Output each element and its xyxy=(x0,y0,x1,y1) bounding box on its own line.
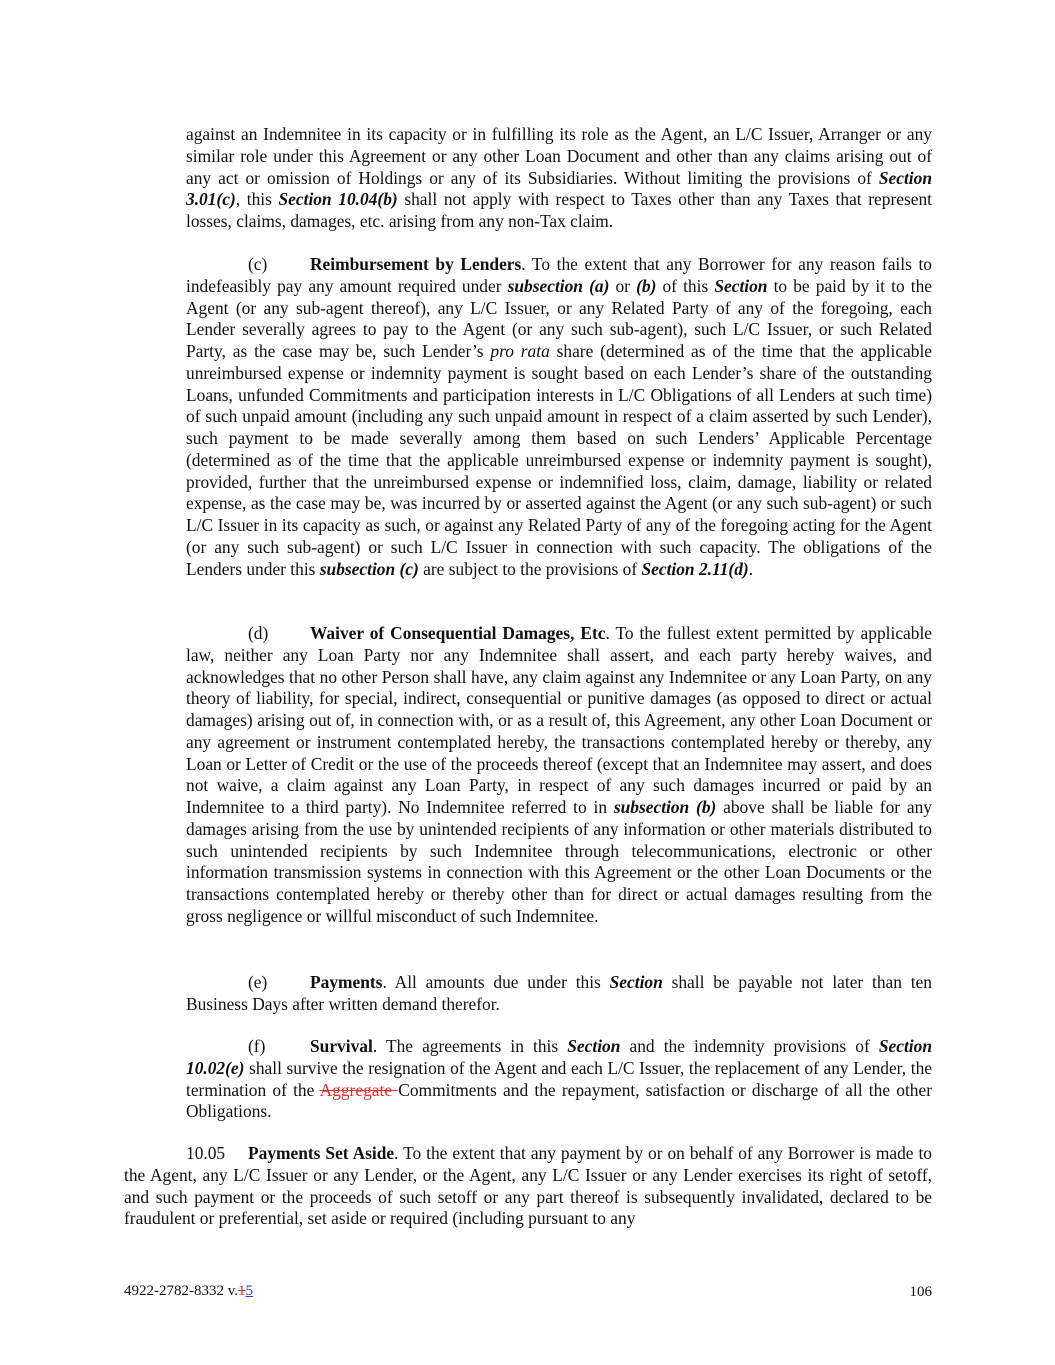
text: and the indemnity provisions of xyxy=(620,1036,879,1056)
paragraph-d xyxy=(186,623,932,928)
paragraph-c xyxy=(186,254,932,580)
version-deleted: 1 xyxy=(238,1283,246,1299)
text: or xyxy=(609,275,637,296)
paragraph-b-continuation xyxy=(186,124,932,233)
cross-reference: Section 2.11(d) xyxy=(641,558,749,579)
deleted-text-redline: Aggregate xyxy=(319,1079,399,1100)
cross-reference: Section 10.04(b) xyxy=(278,189,398,210)
section-number: 10.05 xyxy=(186,1143,226,1163)
text: above shall be liable for any damages arising from the use by unintended recipients of any information or other materials distributed to such unintended recipients by such Indemnitee through telecommunications, electronic or other information transmission systems in connection with this Agreement or the other Loan Documents or the transactions contemplated hereby or thereby other than for direct or actual damages resulting from the gross negligence or willful misconduct of such Indemnitee. xyxy=(186,797,932,926)
text: Commitments and the repayment, satisfaction or discharge of all the other Obligations. xyxy=(186,1079,932,1122)
version-inserted: 5 xyxy=(245,1283,254,1299)
subsection-label: (e) xyxy=(248,972,268,992)
text: against an Indemnitee in its capacity or in fulfilling its role as the Agent, an L/C Issuer, Arranger or any similar role under this Agreement or any other Loan Document and other than any claims arising out of any act or omission of Holdings or any of its Subsidiaries. Without limiting the provisions of xyxy=(186,124,932,188)
text: . The agreements in this xyxy=(372,1036,568,1056)
section-heading: Payments Set Aside xyxy=(248,1143,395,1163)
text: of this xyxy=(656,275,715,296)
cross-reference: Section xyxy=(714,275,768,296)
cross-reference: Section xyxy=(609,972,663,992)
text: . All amounts due under this xyxy=(382,972,610,992)
cross-reference: subsection (c) xyxy=(319,558,419,579)
section-10-05 xyxy=(124,1143,932,1230)
text: . xyxy=(748,558,754,579)
doc-id-text: 4922-2782-8332 v. xyxy=(124,1283,239,1299)
cross-reference: subsection (a) xyxy=(507,275,610,296)
text: . To the extent that any payment by or on behalf of any Borrower is made to the Agent, any L/C Issuer or any Lender, or the Agent, any L/C Issuer or any Lender exercises its right of setoff, and such payment or the proceeds of such setoff or any part thereof is subsequently invalidated, declared to be fraudulent or preferential, set aside or required (including pursuant to any xyxy=(124,1143,932,1229)
subsection-heading: Survival xyxy=(310,1036,373,1056)
subsection-heading: Waiver of Consequential Damages, Etc xyxy=(310,623,606,643)
subsection-label: (d) xyxy=(248,623,269,643)
cross-reference: subsection (b) xyxy=(613,797,717,817)
paragraph-e xyxy=(186,972,932,1016)
text: shall not apply with respect to Taxes other than any Taxes that represent losses, claims, damages, etc. arising from any non-Tax claim. xyxy=(186,189,932,231)
text: . To the extent that any Borrower for any reason fails to indefeasibly pay any amount required under xyxy=(186,254,932,296)
cross-reference: (b) xyxy=(636,275,657,296)
subsection-label: (c) xyxy=(248,254,268,274)
page-number: 106 xyxy=(909,1284,932,1300)
paragraph-f xyxy=(186,1036,932,1123)
subsection-label: (f) xyxy=(248,1036,266,1056)
cross-reference: Section 3.01(c) xyxy=(186,167,932,210)
subsection-heading: Reimbursement by Lenders xyxy=(310,254,522,274)
text: shall be payable not later than ten Business Days after written demand therefor. xyxy=(186,972,932,1014)
text: , this xyxy=(235,189,279,210)
text: . To the fullest extent permitted by applicable law, neither any Loan Party nor any Indemnitee shall assert, and each party hereby waives, and acknowledges that no other Person shall have, any claim against any Indemnitee or any Loan Party, on any theory of liability, for special, indirect, consequential or punitive damages (as opposed to direct or actual damages) arising out of, in connection with, or as a result of, this Agreement, any other Loan Document or any agreement or instrument contemplated hereby, the transactions contemplated hereby or thereby, any Loan or Letter of Credit or the use of the proceeds thereof (except that an Indemnitee may assert, and does not waive, a claim against any Loan Party, in respect of any such damages incurred or paid by an Indemnitee to a third party). No Indemnitee referred to in xyxy=(186,623,932,817)
text: share (determined as of the time that the applicable unreimbursed expense or indemnity payment is sought based on each Lender’s share of the outstanding Loans, unfunded Commitments and participation interests in L/C Obligations of all Lenders at such time) of such unpaid amount (including any such unpaid amount in respect of a claim asserted by such Lender), such payment to be made severally among them based on such Lenders’ Applicable Percentage (determined as of the time that the applicable unreimbursed expense or indemnity payment is sought), provided, further that the unreimbursed expense or indemnified loss, claim, damage, liability or related expense, as the case may be, was incurred by or asserted against the Agent (or any such sub-agent) or such L/C Issuer in its capacity as such, or against any Related Party of any of the foregoing acting for the Agent (or any such sub-agent) or such L/C Issuer in connection with such capacity. The obligations of the Lenders under this xyxy=(186,341,933,579)
subsection-heading: Payments xyxy=(310,972,383,992)
italic-term: pro rata xyxy=(490,341,550,361)
text: shall survive the resignation of the Agent and each L/C Issuer, the replacement of any Lender, the termination of the xyxy=(186,1057,932,1100)
footer-document-id xyxy=(124,1282,253,1300)
cross-reference: Section xyxy=(567,1036,621,1056)
cross-reference: Section 10.02(e) xyxy=(186,1036,932,1078)
text: are subject to the provisions of xyxy=(418,558,642,579)
text: to be paid by it to the Agent (or any sub-agent thereof), any L/C Issuer, or any Related Party of any of the foregoing, each Lender severally agrees to pay to the Agent (or any such sub-agent), such L/C Issuer, or such Related Party, as the case may be, such Lender’s xyxy=(186,275,932,361)
